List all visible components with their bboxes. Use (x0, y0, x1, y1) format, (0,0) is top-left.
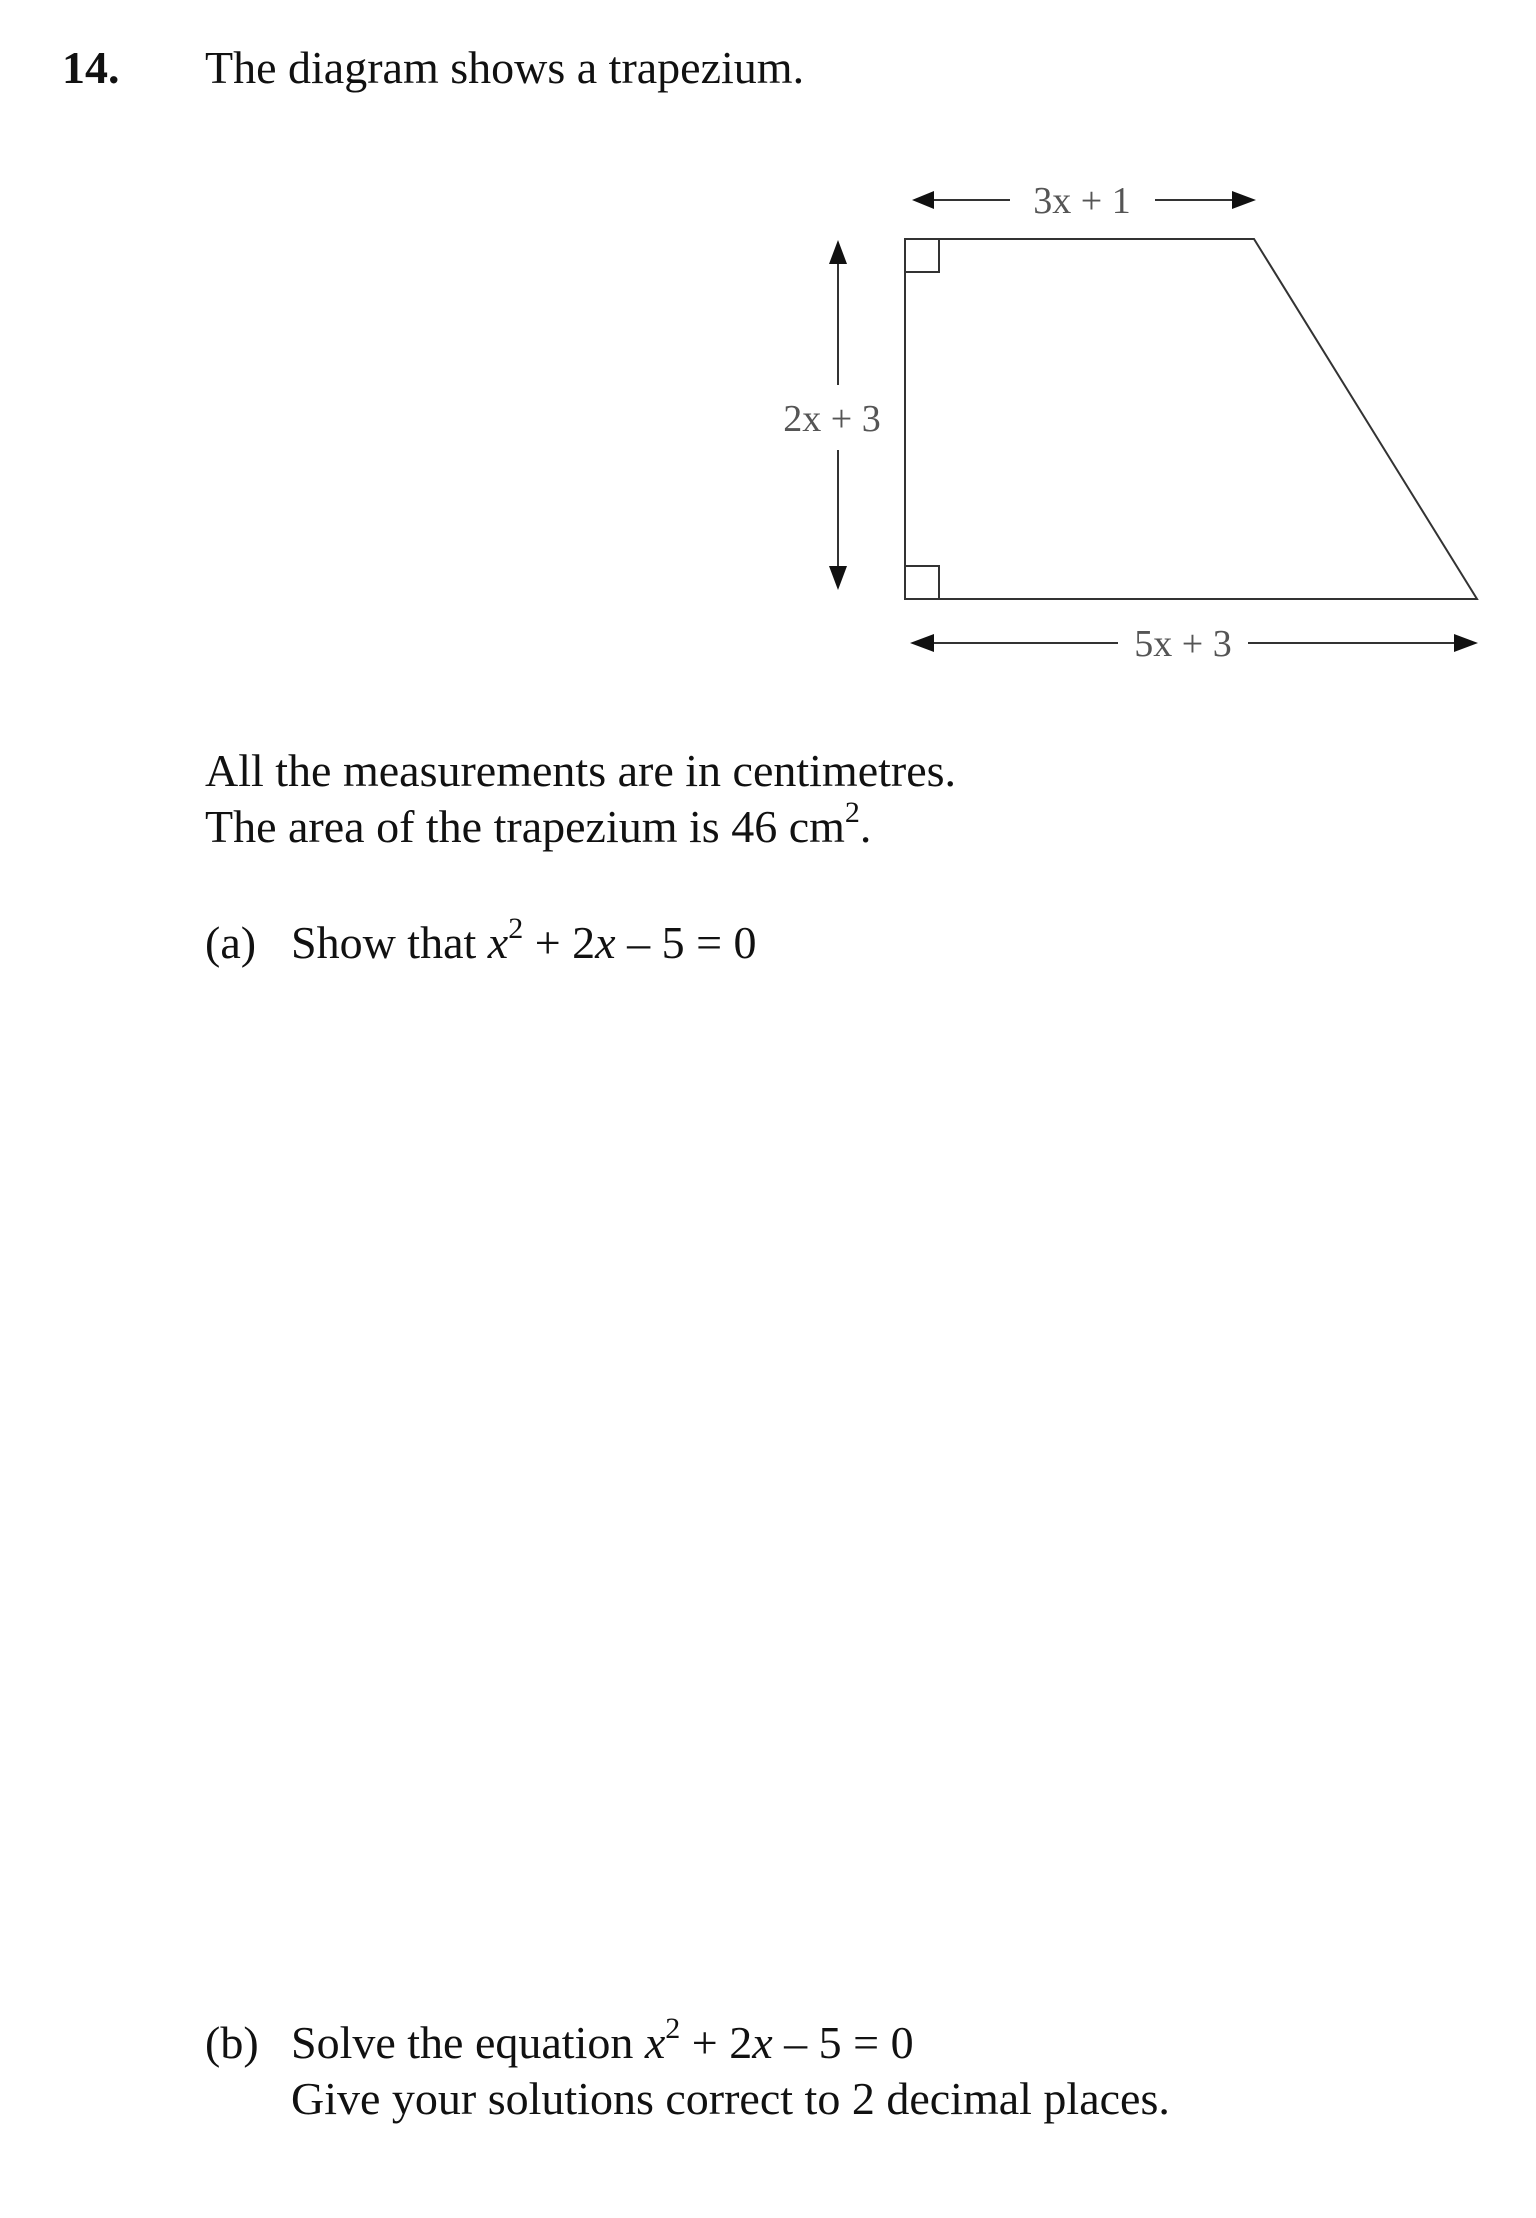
trapezium-shape (905, 239, 1477, 599)
part-b: (b) Solve the equation $x^2 + 2x - 5 = 0$ (205, 2013, 914, 2073)
side-dimension-label: 2x + 3 (783, 398, 881, 440)
bottom-dimension-label: 5x + 3 (1134, 623, 1232, 665)
trapezium-diagram (0, 0, 1536, 720)
measurement-note: All the measurements are in centimetres. (205, 745, 957, 796)
right-angle-marker-bottom (905, 566, 939, 599)
question-number: 14. (62, 42, 120, 93)
part-a: (a) Show that $x^2 + 2x - 5 = 0$ (205, 913, 757, 973)
part-b-instruction: Give your solutions correct to 2 decimal places. (291, 2073, 1170, 2124)
question-intro: The diagram shows a trapezium. (205, 42, 805, 93)
area-statement: The area of the trapezium is 46 $cm^2$. (205, 796, 872, 852)
part-a-label: (a) (205, 917, 257, 968)
top-dimension-label: 3x + 1 (1033, 180, 1131, 222)
part-b-label: (b) (205, 2017, 259, 2068)
right-angle-marker-top (905, 239, 939, 272)
